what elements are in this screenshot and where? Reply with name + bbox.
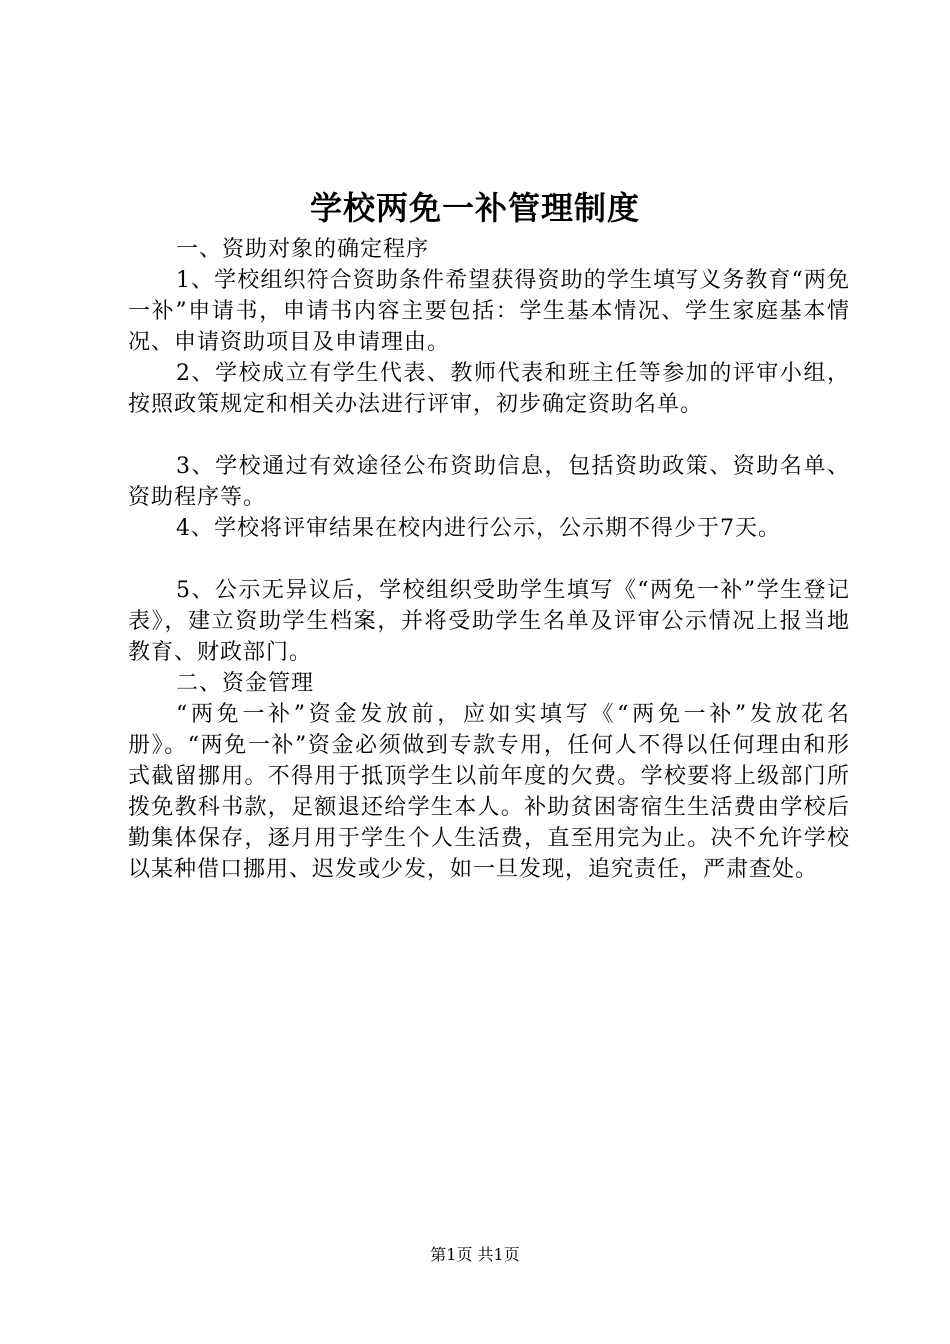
- paragraph-item-2: 2、学校成立有学生代表、教师代表和班主任等参加的评审小组，按照政策规定和相关办法进行评审，初步确定资助名单。: [128, 361, 850, 417]
- document-title: 学校两免一补管理制度: [309, 189, 640, 227]
- paragraph-item-3: 3、学校通过有效途径公布资助信息，包括资助政策、资助名单、资助程序等。: [128, 454, 850, 510]
- section-heading-1: 一、资助对象的确定程序: [176, 237, 430, 262]
- section-heading-2: 二、资金管理: [176, 671, 315, 696]
- paragraph-item-1: 1、学校组织符合资助条件希望获得资助的学生填写义务教育“两免一补”申请书，申请书内容主要包括：学生基本情况、学生家庭基本情况、申请资助项目及申请理由。: [128, 268, 850, 355]
- paragraph-item-4: 4、学校将评审结果在校内进行公示，公示期不得少于7天。: [176, 516, 781, 541]
- paragraph-fund-management: “两免一补”资金发放前，应如实填写《“两免一补”发放花名册》。“两免一补”资金必须做到专款专用，任何人不得以任何理由和形式截留挪用。不得用于抵顶学生以前年度的欠费。学校要将上级部门所拨免教科书款，足额退还给学生本人。补助贫困寄宿生生活费由学校后勤集体保存，逐月用于学生个人生活费，直至用完为止。决不允许学校以某种借口挪用、迟发或少发，如一旦发现，追究责任，严肃查处。: [128, 702, 850, 882]
- page-footer: 第1页 共1页: [430, 1245, 520, 1264]
- document-body: [128, 234, 850, 885]
- paragraph-item-5: 5、公示无异议后，学校组织受助学生填写《“两免一补”学生登记表》，建立资助学生档案，并将受助学生名单及评审公示情况上报当地教育、财政部门。: [128, 578, 850, 665]
